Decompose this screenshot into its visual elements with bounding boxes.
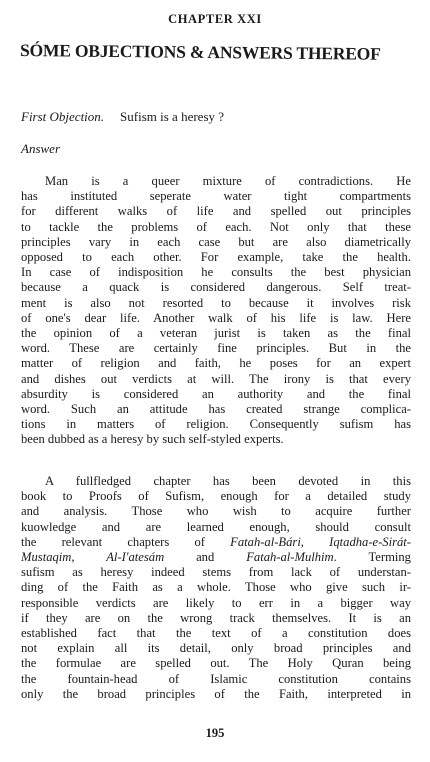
paragraph-line: for different walks of life and spelled out principles xyxy=(21,204,411,219)
paragraph-line: established fact that the text of a constitution does xyxy=(21,626,411,641)
paragraph-line: the fountain-head of Islamic constitution contains xyxy=(21,671,411,686)
paragraph-line: opposed to each other. For example, take the health. xyxy=(21,250,411,265)
answer-paragraph-2 xyxy=(21,474,411,702)
paragraph-line: word. Such an attitude has created strange complica- xyxy=(21,402,411,417)
paragraph-line: ment is also not resorted to because it involves risk xyxy=(21,295,411,310)
objection-label: First Objection. xyxy=(21,109,105,124)
paragraph-line: been dubbed as a heresy by such self-styled experts. xyxy=(21,432,284,447)
paragraph-line-with-references xyxy=(21,550,411,565)
objection-question: Sufism is a heresy ? xyxy=(120,109,225,124)
objection-line xyxy=(21,109,411,125)
paragraph-line: kuowledge and are learned enough, should consult xyxy=(21,519,411,534)
paragraph-line: if they are on the wrong track themselves. It is an xyxy=(21,610,411,625)
paragraph-line: and dishes out verdicts at will. The irony is that every xyxy=(21,371,411,386)
text-fragment: . Terming xyxy=(333,550,411,565)
paragraph-line: because a quack is considered dangerous. Self treat- xyxy=(21,280,411,295)
answer-label: Answer xyxy=(21,141,60,156)
paragraph-line: book to Proofs of Sufism, enough for a detailed study xyxy=(21,489,411,504)
paragraph-line: absurdity is considered an authority and the final xyxy=(21,386,411,401)
paragraph-line: and analysis. Those who wish to acquire further xyxy=(21,504,411,519)
book-reference: Fatah-al-Mulhim xyxy=(246,550,334,565)
paragraph-line: tions in matters of religion. Consequently sufism has xyxy=(21,417,411,432)
paragraph-line: ding of the Faith as a whole. Those who give such ir- xyxy=(21,580,411,595)
text-fragment: the relevant chapters of xyxy=(21,534,231,549)
paragraph-line: sufism as heresy indeed stems from lack of understan- xyxy=(21,565,411,580)
paragraph-line: A fullfledged chapter has been devoted in this xyxy=(45,474,411,488)
paragraph-line: matter of religion and faith, he poses for an expert xyxy=(21,356,411,371)
text-fragment: and xyxy=(164,550,247,565)
paragraph-line: principles vary in each case but are also diametrically xyxy=(21,234,411,249)
paragraph-line: the opinion of a veteran jurist is taken as the final xyxy=(21,326,411,341)
paragraph-line: In case of indisposition he consults the best physician xyxy=(21,265,411,280)
paragraph-line: of one's dear life. Another walk of his life is law. Here xyxy=(21,310,411,325)
paragraph-line: Man is a queer mixture of contradictions. He xyxy=(45,174,411,188)
chapter-title: SÓME OBJECTIONS & ANSWERS THEREOF xyxy=(19,40,381,64)
paragraph-line-with-references xyxy=(21,535,411,550)
book-reference: Mustaqim, Al-I'atesám xyxy=(21,550,165,565)
paragraph-line: only the broad principles of the Faith, interpreted in xyxy=(21,686,411,701)
paragraph-line: to tackle the problems of each. Not only that these xyxy=(21,219,411,234)
page-number: 195 xyxy=(205,726,225,740)
paragraph-line: has instituted seperate water tight compartments xyxy=(21,189,411,204)
paragraph-line: the formulae are spelled out. The Holy Quran being xyxy=(21,656,411,671)
paragraph-line: word. These are certainly fine principles. But in the xyxy=(21,341,411,356)
book-reference: Fatah-al-Bári, Iqtadha-e-Sirát- xyxy=(230,534,411,549)
paragraph-line: responsible verdicts are likely to err in a bigger way xyxy=(21,595,411,610)
answer-paragraph-1 xyxy=(21,174,411,448)
paragraph-line: not explain all its detail, only broad principles and xyxy=(21,641,411,656)
chapter-heading: CHAPTER XXI xyxy=(168,12,262,26)
